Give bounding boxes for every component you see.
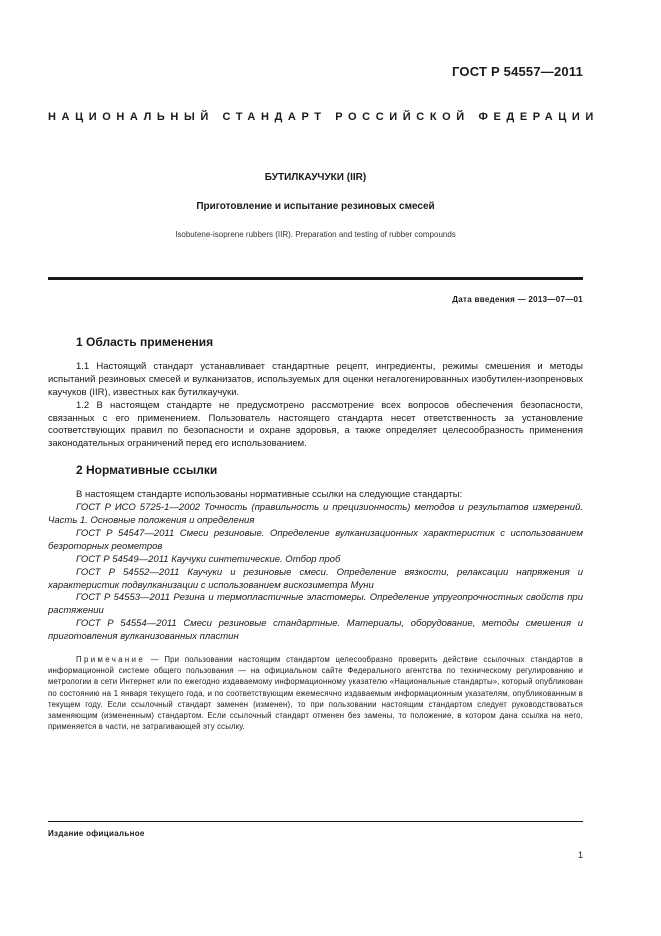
document-subtitle: Приготовление и испытание резиновых смесей	[196, 201, 435, 212]
document-body	[48, 336, 583, 732]
reference-item: ГОСТ Р 54554—2011 Смеси резиновые стандартные. Материалы, оборудование, методы смешения и приготовления вулканизованных пластин	[48, 618, 583, 643]
page-number: 1	[577, 850, 583, 860]
paragraph-1-1: 1.1 Настоящий стандарт устанавливает стандартные рецепт, ингредиенты, режимы смешения и методы испытаний резиновых смесей и вулканизатов, используемых для оценки негалогенированных изобутилен-изопреновых каучуков (IIR), известных как бутилкаучуки.	[48, 360, 583, 398]
paragraph-1-2: 1.2 В настоящем стандарте не предусмотрено рассмотрение всех вопросов обеспечения безопасности, связанных с его применением. Пользователь настоящего стандарта несет ответственность за установление соответствующих правил по безопасности и охране здоровья, а также определяет целесообразность применения законодательных ограничений перед его использованием.	[48, 399, 583, 450]
national-standard-heading: НАЦИОНАЛЬНЫЙ СТАНДАРТ РОССИЙСКОЙ ФЕДЕРАЦИИ	[48, 111, 599, 123]
footer-divider	[48, 821, 583, 822]
reference-item: ГОСТ Р 54553—2011 Резина и термопластичные эластомеры. Определение упругопрочностных свойств при растяжении	[48, 592, 583, 617]
reference-item: ГОСТ Р ИСО 5725-1—2002 Точность (правильность и прецизионность) методов и результатов измерений. Часть 1. Основные положения и определения	[48, 502, 583, 526]
gost-number: ГОСТ Р 54557—2011	[452, 64, 583, 79]
references-intro: В настоящем стандарте использованы нормативные ссылки на следующие стандарты:	[76, 489, 463, 501]
section-1-heading: 1 Область применения	[76, 335, 214, 349]
note-label: Примечание	[76, 655, 146, 665]
title-divider	[48, 277, 583, 280]
note-text: — При пользовании настоящим стандартом целесообразно проверить действие ссылочных стандартов в информационной системе общего пользования — на официальном сайте Федерального агентства по техническому регулированию и метрологии в сети Интернет или по ежегодно издаваемому информационному указателю «Национальные стандарты», который опубликован по состоянию на 1 января текущего года, и по соответствующим ежемесячно издаваемым информационным указателям, опубликованным в текущем году. Если ссылочный стандарт заменен (изменен), то при пользовании настоящим стандартом следует руководствоваться заменяющим (измененным) стандартом. Если ссылочный стандарт отменен без замены, то положение, в котором дана ссылка на него, применяется в части, не затрагивающей эту ссылку.	[48, 655, 583, 732]
reference-item: ГОСТ Р 54547—2011 Смеси резиновые. Определение вулканизационных характеристик с использованием безроторных реометров	[48, 527, 583, 552]
reference-item: ГОСТ Р 54552—2011 Каучуки и резиновые смеси. Определение вязкости, релаксации напряжения и характеристик подвулканизации с использованием вискозиметра Муни	[48, 566, 583, 591]
edition-label: Издание официальное	[48, 829, 145, 838]
section-2-heading: 2 Нормативные ссылки	[76, 463, 218, 478]
reference-item: ГОСТ Р 54549—2011 Каучуки синтетические. Отбор проб	[76, 553, 341, 565]
document-title: БУТИЛКАУЧУКИ (IIR)	[264, 172, 367, 183]
introduction-date: Дата введения — 2013—07—01	[452, 295, 583, 304]
document-english-title: Isobutene-isoprene rubbers (IIR). Preparation and testing of rubber compounds	[175, 230, 456, 239]
note	[48, 654, 583, 732]
